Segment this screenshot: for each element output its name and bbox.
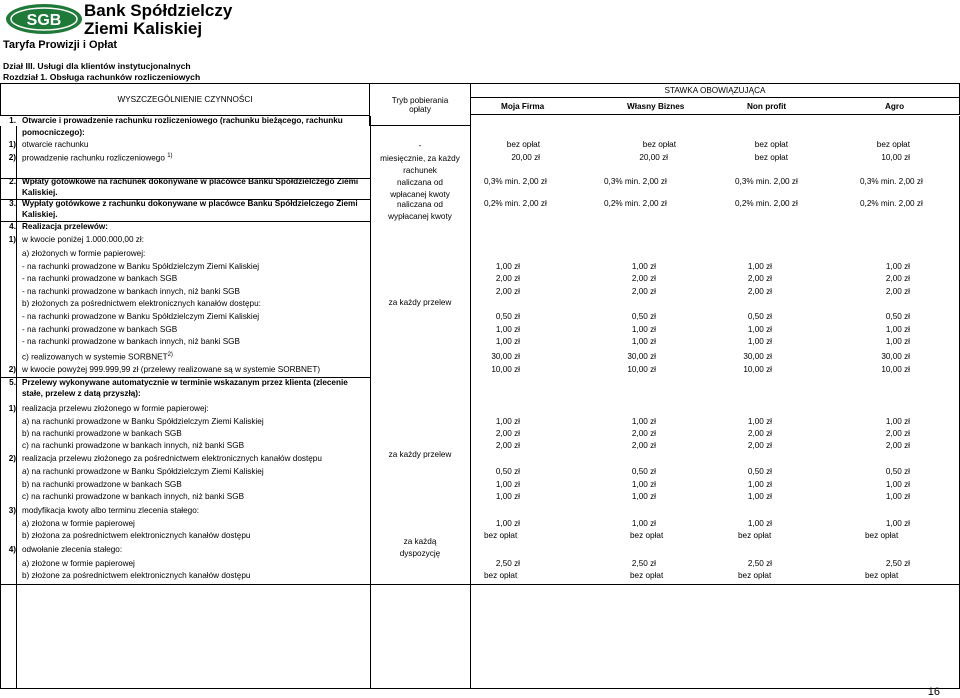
row-mode: naliczana od wypłacanej kwoty xyxy=(388,200,452,221)
row-mode: za każdy przelew xyxy=(388,298,452,307)
table-row xyxy=(0,128,960,140)
row-text: - na rachunki prowadzone w bankach innych, niż banki SGB xyxy=(22,287,241,296)
row-text: otwarcie rachunku xyxy=(22,140,89,149)
row-text: Realizacja przelewów: xyxy=(22,222,109,231)
value-non-profit: 1,00 zł xyxy=(747,417,772,426)
table-row xyxy=(0,116,960,128)
row-text: Wypłaty gotówkowe z rachunku dokonywane w placówce Banku Spółdzielczego Ziemi xyxy=(22,199,358,208)
value-moja-firma: 1,00 zł xyxy=(495,492,520,501)
table-row xyxy=(0,199,960,221)
value-non-profit: 1,00 zł xyxy=(747,262,772,271)
value-moja-firma: 1,00 zł xyxy=(495,480,520,489)
footnote-ref: 1) xyxy=(167,153,173,159)
value-non-profit: 30,00 zł xyxy=(743,352,772,361)
value-moja-firma: bez opłat xyxy=(484,571,518,580)
value-moja-firma: 0,2% min. 2,00 zł xyxy=(484,199,547,208)
table-row xyxy=(0,153,960,175)
value-agro: 1,00 zł xyxy=(885,262,910,271)
grid-line xyxy=(0,688,960,689)
row-text: b) złożonych za pośrednictwem elektronicznych kanałów dostępu: xyxy=(22,299,261,308)
table-row xyxy=(0,467,960,479)
row-text: - na rachunki prowadzone w bankach SGB xyxy=(22,274,178,283)
value-wlasny-biznes: 2,00 zł xyxy=(631,441,656,450)
value-non-profit: 1,00 zł xyxy=(747,325,772,334)
page-number: 16 xyxy=(927,686,940,698)
row-number: 2) xyxy=(8,153,16,162)
value-non-profit: 2,00 zł xyxy=(747,274,772,283)
table-row xyxy=(0,454,960,466)
row-text: realizacja przelewu złożonego za pośrednictwem elektronicznych kanałów dostępu xyxy=(22,454,322,463)
row-text: Kaliskiej. xyxy=(22,188,58,197)
row-number: 1. xyxy=(9,116,16,125)
value-moja-firma: 20,00 zł xyxy=(511,153,540,162)
table-row xyxy=(0,222,960,234)
value-agro: 1,00 zł xyxy=(885,325,910,334)
rate-header-label: STAWKA OBOWIĄZUJĄCA xyxy=(664,86,766,95)
row-number: 1) xyxy=(8,235,16,244)
value-non-profit: bez opłat xyxy=(754,140,788,149)
table-row xyxy=(0,352,960,364)
table-row xyxy=(0,262,960,274)
value-wlasny-biznes: 0,2% min. 2,00 zł xyxy=(604,199,667,208)
value-wlasny-biznes: bez opłat xyxy=(630,531,664,540)
row-text: Otwarcie i prowadzenie rachunku rozliczeniowego (rachunku bieżącego, rachunku xyxy=(22,116,343,125)
table-row xyxy=(0,312,960,324)
row-number: 5. xyxy=(9,378,16,387)
row-text: Kaliskiej. xyxy=(22,210,58,219)
value-agro: 0,50 zł xyxy=(885,467,910,476)
value-wlasny-biznes: 1,00 zł xyxy=(631,337,656,346)
row-text: c) realizowanych w systemie SORBNET xyxy=(22,352,168,362)
value-agro: 0,2% min. 2,00 zł xyxy=(860,199,923,208)
table-row xyxy=(0,177,960,199)
value-non-profit: 0,50 zł xyxy=(747,467,772,476)
value-agro: 2,00 zł xyxy=(885,274,910,283)
row-text: - na rachunki prowadzone w bankach innych, niż banki SGB xyxy=(22,337,241,346)
row-mode: za każdy przelew xyxy=(388,450,452,459)
table-row xyxy=(0,441,960,453)
row-mode: - xyxy=(418,141,422,150)
tariff-title: Taryfa Prowizji i Opłat xyxy=(3,39,118,51)
row-number: 3) xyxy=(8,506,16,515)
value-non-profit: bez opłat xyxy=(754,153,788,162)
value-agro: 30,00 zł xyxy=(881,352,910,361)
row-text: stałe, przelew z datą przyszłą): xyxy=(22,389,141,398)
value-wlasny-biznes: 20,00 zł xyxy=(639,153,668,162)
row-text: a) złożona w formie papierowej xyxy=(22,519,135,528)
value-wlasny-biznes: 1,00 zł xyxy=(631,262,656,271)
value-moja-firma: 0,50 zł xyxy=(495,467,520,476)
value-non-profit: 1,00 zł xyxy=(747,480,772,489)
table-row xyxy=(0,337,960,349)
row-number: 1) xyxy=(8,140,16,149)
value-agro: 1,00 zł xyxy=(885,337,910,346)
value-non-profit: 0,2% min. 2,00 zł xyxy=(735,199,798,208)
value-wlasny-biznes: bez opłat xyxy=(630,571,664,580)
rate-header xyxy=(470,83,960,98)
value-agro: bez opłat xyxy=(865,571,899,580)
table-row xyxy=(0,492,960,504)
value-non-profit: 1,00 zł xyxy=(747,519,772,528)
row-text: pomocniczego): xyxy=(22,128,85,137)
table-row xyxy=(0,480,960,492)
activities-header xyxy=(0,83,370,116)
value-wlasny-biznes: 10,00 zł xyxy=(627,365,656,374)
value-wlasny-biznes: 0,50 zł xyxy=(631,467,656,476)
chapter-title: Rozdział 1. Obsługa rachunków rozliczeniowych xyxy=(3,72,201,82)
table-row xyxy=(0,287,960,299)
row-text: realizacja przelewu złożonego w formie papierowej: xyxy=(22,404,209,413)
value-agro: 1,00 zł xyxy=(885,417,910,426)
value-moja-firma: 0,50 zł xyxy=(495,312,520,321)
footnote-ref: 2) xyxy=(167,352,173,358)
col-moja-firma: Moja Firma xyxy=(501,102,545,111)
row-number: 2) xyxy=(8,454,16,463)
activities-header-label: WYSZCZEGÓLNIENIE CZYNNOŚCI xyxy=(117,95,253,104)
value-moja-firma: 2,00 zł xyxy=(495,287,520,296)
row-text: b) na rachunki prowadzone w bankach SGB xyxy=(22,480,182,489)
row-text: a) złożone w formie papierowej xyxy=(22,559,135,568)
value-non-profit: 10,00 zł xyxy=(743,365,772,374)
row-text: Wpłaty gotówkowe na rachunek dokonywane w placówce Banku Spółdzielczego Ziemi xyxy=(22,177,359,186)
grid-line xyxy=(0,584,960,585)
value-agro: 0,3% min. 2,00 zł xyxy=(860,177,923,186)
value-non-profit: 2,00 zł xyxy=(747,287,772,296)
value-agro: 10,00 zł xyxy=(881,153,910,162)
table-row xyxy=(0,274,960,286)
value-moja-firma: 0,3% min. 2,00 zł xyxy=(484,177,547,186)
value-wlasny-biznes: 2,00 zł xyxy=(631,429,656,438)
row-text: c) na rachunki prowadzone w bankach innych, niż banki SGB xyxy=(22,492,245,501)
row-text: a) na rachunki prowadzone w Banku Spółdzielczym Ziemi Kaliskiej xyxy=(22,417,264,426)
row-text: w kwocie poniżej 1.000.000,00 zł: xyxy=(22,235,144,244)
value-wlasny-biznes: 1,00 zł xyxy=(631,519,656,528)
value-moja-firma: 2,00 zł xyxy=(495,441,520,450)
table-row xyxy=(0,404,960,416)
section-title: Dział III. Usługi dla klientów instytucjonalnych xyxy=(3,61,191,71)
value-non-profit: 1,00 zł xyxy=(747,492,772,501)
row-text: prowadzenie rachunku rozliczeniowego xyxy=(22,153,165,163)
value-moja-firma: 2,50 zł xyxy=(495,559,520,568)
value-agro: 10,00 zł xyxy=(881,365,910,374)
value-moja-firma: 1,00 zł xyxy=(495,325,520,334)
value-wlasny-biznes: 1,00 zł xyxy=(631,492,656,501)
value-wlasny-biznes: 0,3% min. 2,00 zł xyxy=(604,177,667,186)
bank-name xyxy=(84,2,232,38)
value-moja-firma: 30,00 zł xyxy=(491,352,520,361)
value-agro: 1,00 zł xyxy=(885,480,910,489)
value-moja-firma: bez opłat xyxy=(506,140,540,149)
value-non-profit: 0,3% min. 2,00 zł xyxy=(735,177,798,186)
col-non-profit: Non profit xyxy=(747,102,787,111)
table-row xyxy=(0,249,960,261)
value-agro: 2,00 zł xyxy=(885,429,910,438)
value-moja-firma: 1,00 zł xyxy=(495,417,520,426)
col-agro: Agro xyxy=(885,102,905,111)
row-text: b) złożona za pośrednictwem elektronicznych kanałów dostępu xyxy=(22,531,251,540)
value-non-profit: bez opłat xyxy=(738,571,772,580)
table-row xyxy=(0,531,960,543)
table-row xyxy=(0,417,960,429)
table-row xyxy=(0,378,960,398)
value-moja-firma: 2,00 zł xyxy=(495,274,520,283)
value-agro: 2,50 zł xyxy=(885,559,910,568)
bank-name-line2: Ziemi Kaliskiej xyxy=(84,19,203,38)
value-agro: 0,50 zł xyxy=(885,312,910,321)
rate-columns-header xyxy=(470,97,960,115)
value-wlasny-biznes: 2,50 zł xyxy=(631,559,656,568)
row-number: 2. xyxy=(9,177,16,186)
table-row xyxy=(0,325,960,337)
row-number: 3. xyxy=(9,199,16,208)
table-row xyxy=(0,429,960,441)
row-text: - na rachunki prowadzone w Banku Spółdzielczym Ziemi Kaliskiej xyxy=(22,312,260,321)
logo-text: SGB xyxy=(26,12,62,29)
value-moja-firma: bez opłat xyxy=(484,531,518,540)
row-mode: za każdą dyspozycję xyxy=(399,537,441,558)
table-row xyxy=(0,299,960,311)
row-number: 4) xyxy=(8,545,16,554)
table-row xyxy=(0,506,960,518)
value-moja-firma: 1,00 zł xyxy=(495,262,520,271)
row-number: 4. xyxy=(9,222,16,231)
value-wlasny-biznes: 2,00 zł xyxy=(631,274,656,283)
value-wlasny-biznes: bez opłat xyxy=(642,140,676,149)
value-wlasny-biznes: 30,00 zł xyxy=(627,352,656,361)
value-non-profit: bez opłat xyxy=(738,531,772,540)
table-row xyxy=(0,519,960,531)
mode-header-label: Tryb pobierania opłaty xyxy=(391,95,449,114)
value-non-profit: 2,00 zł xyxy=(747,429,772,438)
value-non-profit: 0,50 zł xyxy=(747,312,772,321)
col-wlasny-biznes: Własny Biznes xyxy=(627,102,685,111)
value-agro: bez opłat xyxy=(876,140,910,149)
row-text: a) złożonych w formie papierowej: xyxy=(22,249,146,258)
table-row xyxy=(0,571,960,583)
row-text: b) złożone za pośrednictwem elektronicznych kanałów dostępu xyxy=(22,571,251,580)
row-text: Przelewy wykonywane automatycznie w terminie wskazanym przez klienta (zlecenie xyxy=(22,378,348,387)
row-number: 2) xyxy=(8,365,16,374)
bank-name-line1: Bank Spółdzielczy xyxy=(84,1,233,20)
value-wlasny-biznes: 1,00 zł xyxy=(631,325,656,334)
table-row xyxy=(0,140,960,152)
row-text: odwołanie zlecenia stałego: xyxy=(22,545,123,554)
value-non-profit: 1,00 zł xyxy=(747,337,772,346)
row-text: b) na rachunki prowadzone w bankach SGB xyxy=(22,429,182,438)
value-agro: bez opłat xyxy=(865,531,899,540)
table-row xyxy=(0,235,960,247)
value-agro: 1,00 zł xyxy=(885,492,910,501)
value-wlasny-biznes: 0,50 zł xyxy=(631,312,656,321)
row-mode: miesięcznie, za każdy rachunek xyxy=(380,154,460,175)
value-wlasny-biznes: 2,00 zł xyxy=(631,287,656,296)
value-agro: 1,00 zł xyxy=(885,519,910,528)
value-moja-firma: 1,00 zł xyxy=(495,337,520,346)
value-wlasny-biznes: 1,00 zł xyxy=(631,417,656,426)
value-agro: 2,00 zł xyxy=(885,441,910,450)
row-text: modyfikacja kwoty albo terminu zlecenia stałego: xyxy=(22,506,200,515)
row-text: - na rachunki prowadzone w bankach SGB xyxy=(22,325,178,334)
value-non-profit: 2,00 zł xyxy=(747,441,772,450)
row-text: - na rachunki prowadzone w Banku Spółdzielczym Ziemi Kaliskiej xyxy=(22,262,260,271)
row-number: 1) xyxy=(8,404,16,413)
value-agro: 2,00 zł xyxy=(885,287,910,296)
row-text: a) na rachunki prowadzone w Banku Spółdzielczym Ziemi Kaliskiej xyxy=(22,467,264,476)
row-text: w kwocie powyżej 999.999,99 zł (przelewy realizowane są w systemie SORBNET) xyxy=(22,365,321,374)
value-wlasny-biznes: 1,00 zł xyxy=(631,480,656,489)
value-moja-firma: 2,00 zł xyxy=(495,429,520,438)
table-row xyxy=(0,365,960,377)
row-text: c) na rachunki prowadzone w bankach innych, niż banki SGB xyxy=(22,441,245,450)
value-moja-firma: 1,00 zł xyxy=(495,519,520,528)
value-non-profit: 2,50 zł xyxy=(747,559,772,568)
value-moja-firma: 10,00 zł xyxy=(491,365,520,374)
row-mode: naliczana od wpłacanej kwoty xyxy=(390,178,450,199)
table-row xyxy=(0,559,960,571)
table-row xyxy=(0,545,960,557)
